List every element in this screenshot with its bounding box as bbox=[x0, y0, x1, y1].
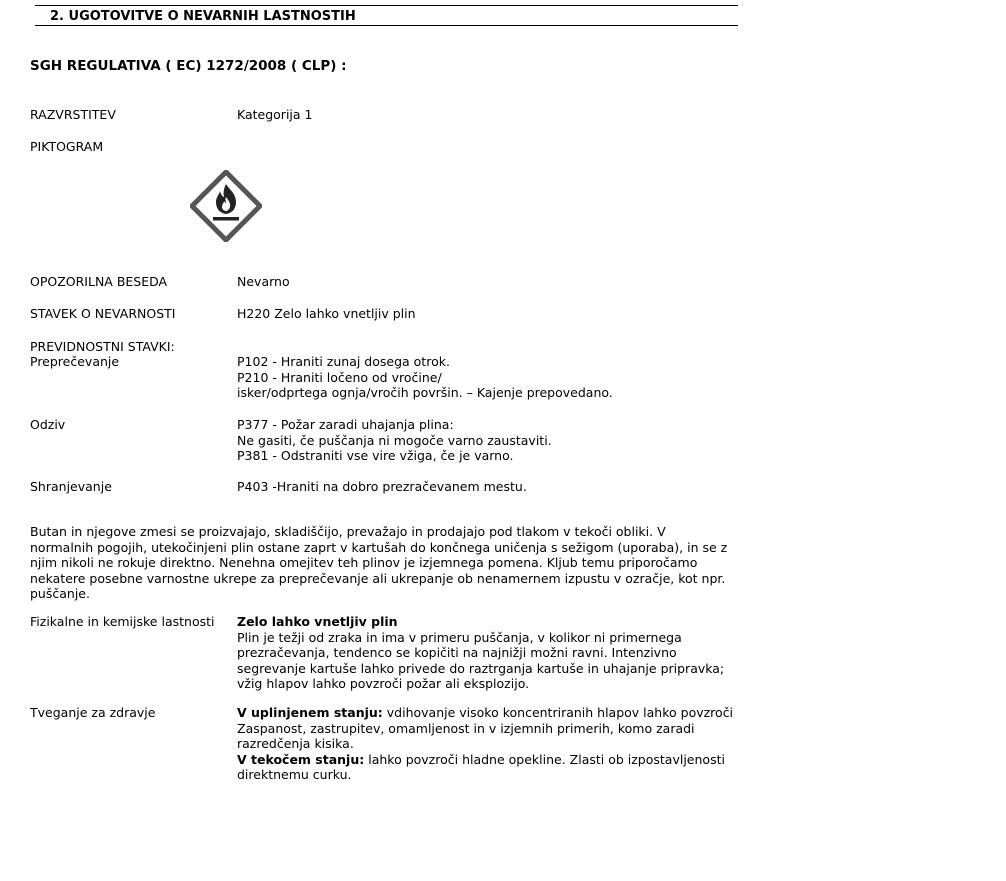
paragraph-line: nekatere posebne varnostne ukrepe za preprečevanje ali ukrepanje ob nenamernem izpustu v ozračje, kot npr. bbox=[30, 570, 726, 586]
prevention-line: P210 - Hraniti ločeno od vročine/ bbox=[237, 369, 442, 385]
gas-state-line: razredčenja kisika. bbox=[237, 736, 354, 751]
gas-state-line: Zaspanost, zastrupitev, omamljenost in v izjemnih primerih, komo zaradi bbox=[237, 720, 695, 736]
paragraph-line: puščanje. bbox=[30, 586, 90, 601]
prevention-line: isker/odprtega ognja/vročih površin. – Kajenje prepovedano. bbox=[237, 385, 613, 400]
prevention-line: P102 - Hraniti zunaj dosega otrok. bbox=[237, 354, 450, 369]
signal-word-label: OPOZORILNA BESEDA bbox=[30, 274, 168, 289]
response-line: P377 - Požar zaradi uhajanja plina: bbox=[237, 417, 454, 432]
physical-chemical-line: Plin je težji od zraka in ima v primeru puščanja, v kolikor ni primernega bbox=[237, 629, 682, 645]
health-text bbox=[237, 705, 733, 783]
physical-chemical-label: Fizikalne in kemijske lastnosti bbox=[30, 614, 215, 629]
flame-ghs02-icon bbox=[190, 170, 262, 242]
signal-word-value: Nevarno bbox=[237, 274, 290, 289]
regulation-title: SGH REGULATIVA ( EC) 1272/2008 ( CLP) : bbox=[30, 58, 347, 74]
section-header bbox=[35, 5, 738, 26]
health-label: Tveganje za zdravje bbox=[30, 705, 156, 720]
gas-state-line: vdihovanje visoko koncentriranih hlapov lahko povzroči bbox=[382, 705, 734, 720]
physical-chemical-line: prezračevanja, tendenco se kopičiti na najnižji možni ravni. Intenzivno bbox=[237, 645, 677, 660]
prevention-statements bbox=[237, 354, 613, 401]
paragraph-line: Butan in njegove zmesi se proizvajajo, skladiščijo, prevažajo in prodajajo pod tlakom v tekoči obliki. V bbox=[30, 524, 666, 539]
precautionary-heading: PREVIDNOSTNI STAVKI: bbox=[30, 339, 175, 354]
liquid-state-line: direktnemu curku. bbox=[237, 767, 352, 782]
response-line: P381 - Odstraniti vse vire vžiga, če je varno. bbox=[237, 448, 514, 463]
classification-value: Kategorija 1 bbox=[237, 107, 313, 122]
physical-chemical-line: segrevanje kartuše lahko privede do raztrganja kartuše in uhajanje pripravka; bbox=[237, 660, 725, 676]
storage-value: P403 -Hraniti na dobro prezračevanem mestu. bbox=[237, 479, 527, 494]
physical-chemical-line: vžig hlapov lahko povzroči požar ali eksplozijo. bbox=[237, 676, 530, 691]
gas-state-heading: V uplinjenem stanju: bbox=[237, 705, 383, 720]
prevention-label: Preprečevanje bbox=[30, 354, 120, 369]
response-statements bbox=[237, 417, 552, 464]
response-label: Odziv bbox=[30, 417, 66, 432]
paragraph-line: njim nikoli ne rokuje direktno. Nenehna omejitev teh plinov je izjemnega pomena. Kljub temu priporočamo bbox=[30, 555, 698, 570]
hazard-statement-value: H220 Zelo lahko vnetljiv plin bbox=[237, 306, 416, 321]
liquid-state-line: lahko povzroči hladne opekline. Zlasti ob izpostavljenosti bbox=[364, 751, 725, 767]
classification-label: RAZVRSTITEV bbox=[30, 107, 116, 122]
response-line: Ne gasiti, če puščanja ni mogoče varno zaustaviti. bbox=[237, 432, 552, 448]
section-title: 2. UGOTOVITVE O NEVARNIH LASTNOSTIH bbox=[50, 9, 356, 24]
hazard-statement-label: STAVEK O NEVARNOSTI bbox=[30, 306, 176, 321]
storage-label: Shranjevanje bbox=[30, 479, 112, 494]
liquid-state-heading: V tekočem stanju: bbox=[237, 751, 365, 767]
pictogram-label: PIKTOGRAM bbox=[30, 139, 104, 154]
intro-paragraph bbox=[30, 524, 727, 602]
physical-chemical-heading: Zelo lahko vnetljiv plin bbox=[237, 614, 398, 629]
paragraph-line: normalnih pogojih, utekočinjeni plin ostane zaprt v kartušah do končnega uničenja s sežigom (uporaba), in se z bbox=[30, 539, 728, 555]
physical-chemical-text bbox=[237, 614, 724, 692]
